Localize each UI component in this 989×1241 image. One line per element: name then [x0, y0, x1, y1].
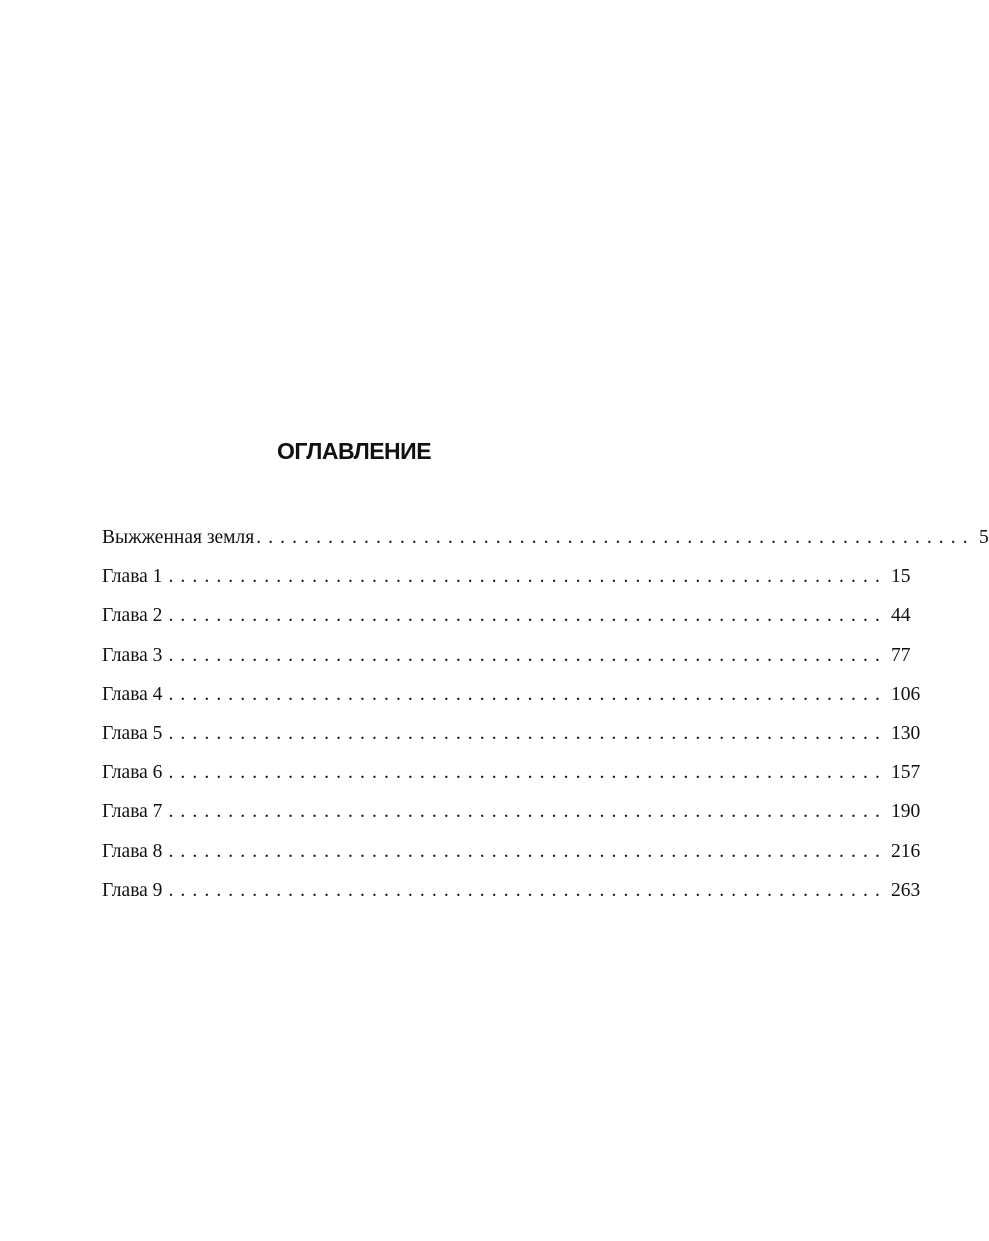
toc-entry-chapter-4[interactable] — [102, 675, 921, 714]
toc-dot-leader: ............................................................ — [168, 722, 887, 744]
toc-entry-chapter-3[interactable] — [102, 636, 911, 675]
toc-entry-label: Глава 6 — [102, 762, 163, 784]
toc-entry-page-number: 5 — [978, 527, 989, 548]
toc-entry-page-number: 190 — [890, 801, 921, 823]
toc-entry-page-number: 15 — [890, 566, 911, 588]
table-of-contents — [102, 518, 989, 910]
toc-dot-leader: ............................................................ — [168, 840, 887, 862]
toc-entry-chapter-9[interactable] — [102, 871, 921, 910]
toc-entry-page-number: 157 — [890, 762, 921, 784]
toc-entry-label: Глава 5 — [102, 722, 163, 744]
toc-dot-leader: ............................................................ — [168, 762, 887, 784]
toc-entry-chapter-6[interactable] — [102, 753, 921, 792]
toc-entry-page-number: 130 — [890, 722, 921, 744]
toc-entry-page-number: 106 — [890, 683, 921, 705]
toc-dot-leader: ............................................................ — [256, 527, 975, 548]
toc-dot-leader: ............................................................ — [168, 801, 887, 823]
toc-entry-page-number: 263 — [890, 879, 921, 901]
toc-entry-chapter-7[interactable] — [102, 792, 921, 831]
toc-entry-chapter-5[interactable] — [102, 714, 921, 753]
toc-entry-label: Глава 8 — [102, 840, 163, 862]
toc-entry-foreword[interactable] — [102, 518, 989, 557]
toc-dot-leader: ............................................................ — [168, 683, 887, 705]
toc-entry-label: Глава 2 — [102, 605, 163, 627]
toc-entry-label: Глава 1 — [102, 566, 163, 588]
toc-title: ОГЛАВЛЕНИЕ — [276, 438, 432, 464]
toc-dot-leader: ............................................................ — [168, 879, 887, 901]
toc-entry-label: Глава 7 — [102, 801, 163, 823]
toc-dot-leader: ............................................................ — [168, 605, 887, 627]
toc-entry-label: Глава 9 — [102, 879, 163, 901]
toc-entry-label: Выжженная земля — [102, 527, 255, 548]
toc-entry-label: Глава 3 — [102, 644, 163, 666]
toc-dot-leader: ............................................................ — [168, 566, 887, 588]
toc-entry-label: Глава 4 — [102, 683, 163, 705]
toc-entry-page-number: 77 — [890, 644, 911, 666]
toc-entry-chapter-8[interactable] — [102, 832, 921, 871]
toc-entry-chapter-2[interactable] — [102, 596, 911, 635]
toc-dot-leader: ............................................................ — [168, 644, 887, 666]
toc-entry-page-number: 44 — [890, 605, 911, 627]
toc-entry-page-number: 216 — [890, 840, 921, 862]
toc-entry-chapter-1[interactable] — [102, 557, 911, 596]
